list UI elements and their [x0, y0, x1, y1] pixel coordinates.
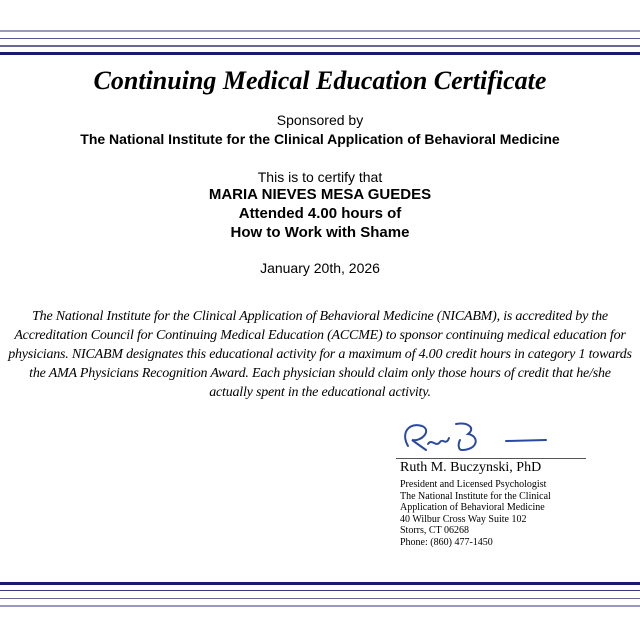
signatory-city: Storrs, CT 06268: [400, 525, 469, 536]
accreditation-line: Accreditation Council for Continuing Medical Education (ACCME) to sponsor continuing medical education for: [14, 328, 626, 343]
hours-attended: Attended 4.00 hours of: [238, 205, 402, 222]
recipient-name: MARIA NIEVES MESA GUEDES: [208, 186, 432, 203]
accreditation-line: actually spent in the educational activity.: [209, 385, 431, 400]
signatory-address: 40 Wilbur Cross Way Suite 102: [400, 513, 527, 525]
bottom-border-line-2: [0, 590, 640, 591]
certify-text: This is to certify that: [257, 169, 383, 185]
bottom-border-line-1: [0, 582, 640, 585]
institute-name: The National Institute for the Clinical Application of Behavioral Medicine: [80, 131, 560, 147]
top-border-line-4: [0, 52, 640, 55]
bottom-border-line-3: [0, 598, 640, 599]
sponsored-by-label: Sponsored by: [276, 112, 364, 128]
accreditation-line: the AMA Physicians Recognition Award. Each physician should claim only those hours of credit that he/she: [29, 366, 611, 381]
top-border-line-1: [0, 30, 640, 32]
accreditation-line: physicians. NICABM designates this educational activity for a maximum of 4.00 credit hours in category 1 towards: [8, 347, 632, 362]
course-title: How to Work with Shame: [230, 224, 410, 241]
signatory-title: President and Licensed Psychologist: [400, 479, 547, 490]
signatory-details: [400, 479, 551, 548]
top-border-line-3: [0, 45, 640, 47]
signatory-org-line-2: Application of Behavioral Medicine: [400, 502, 545, 513]
top-border-line-2: [0, 38, 640, 39]
certificate-date: January 20th, 2026: [260, 260, 380, 276]
signatory-org-line-1: The National Institute for the Clinical: [400, 490, 551, 502]
certificate-title: Continuing Medical Education Certificate: [93, 66, 547, 95]
signatory-phone: Phone: (860) 477-1450: [400, 536, 493, 548]
accreditation-line: The National Institute for the Clinical Application of Behavioral Medicine (NICABM), is accredited by the: [32, 309, 608, 324]
bottom-border-line-4: [0, 605, 640, 607]
signature-image: [398, 420, 558, 456]
signature-line: [396, 458, 586, 459]
signatory-name: Ruth M. Buczynski, PhD: [400, 460, 542, 475]
